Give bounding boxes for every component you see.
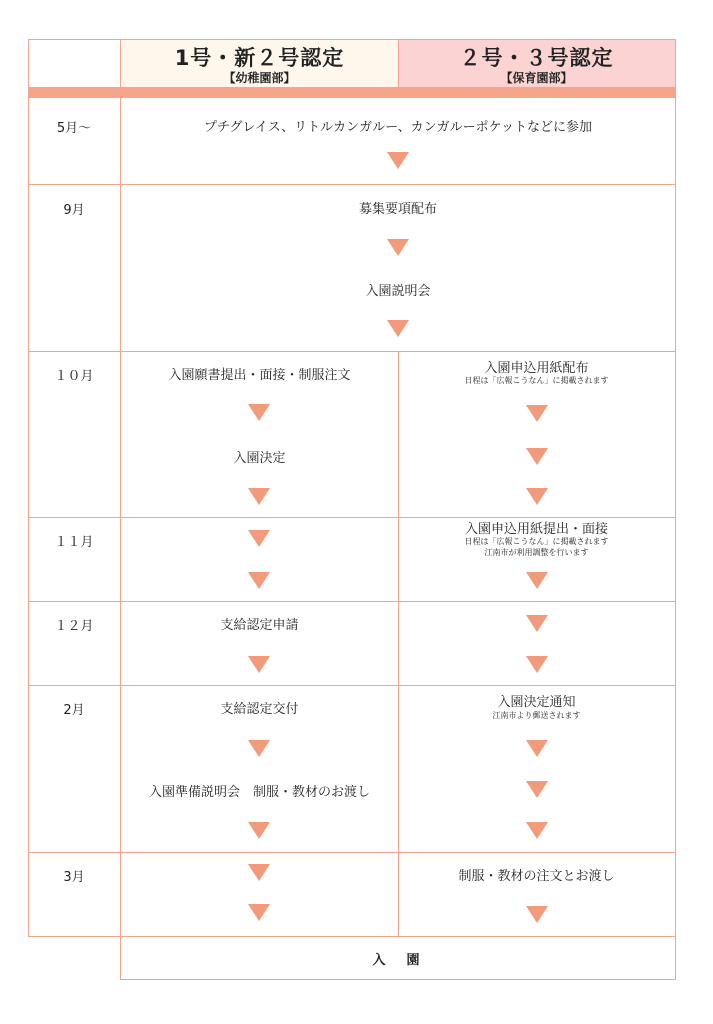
month-september: 9月 [63,203,85,218]
month-october: １０月 [54,369,94,384]
down-arrow-icon [526,781,548,798]
feb-benefit-certification-issued: 支給認定交付 [220,702,299,717]
down-arrow-icon [248,572,270,589]
month-december: １２月 [54,619,94,634]
down-arrow-icon [387,152,409,169]
down-arrow-icon [248,740,270,757]
header-col2-title: ２号・３号認定 [459,46,614,70]
down-arrow-icon [248,488,270,505]
header-col2 [398,40,675,86]
down-arrow-icon [526,448,548,465]
down-arrow-icon [387,239,409,256]
dec-benefit-certification-application: 支給認定申請 [220,618,299,633]
down-arrow-icon [248,904,270,921]
oct-schedule-note: 日程は「広報こうなん」に掲載されます [464,376,609,385]
oct-application-submission: 入園願書提出・面接・制服注文 [168,368,351,383]
header-col1 [121,40,398,86]
header-col2-subtitle: 【保育園部】 [500,71,573,85]
down-arrow-icon [526,488,548,505]
oct-application-form-distribution: 入園申込用紙配布 [484,361,589,376]
feb-preparation-briefing: 入園準備説明会 制服・教材のお渡し [148,785,370,800]
down-arrow-icon [248,656,270,673]
down-arrow-icon [526,615,548,632]
may-activity: プチグレイス、リトルカンガルー、カンガルーポケットなどに参加 [204,120,592,135]
oct-admission-decision: 入園決定 [233,451,286,466]
down-arrow-icon [248,822,270,839]
nov-schedule-note: 日程は「広報こうなん」に掲載されます [464,537,609,546]
sep-admission-briefing: 入園説明会 [365,284,431,299]
header-col1-title: 1号・新２号認定 [174,46,345,70]
header-col1-subtitle: 【幼稚園部】 [223,71,296,85]
sep-recruitment-guide: 募集要項配布 [358,202,437,217]
enrollment-label: 入 園 [372,953,424,968]
down-arrow-icon [526,405,548,422]
down-arrow-icon [526,906,548,923]
month-november: １１月 [54,535,94,550]
down-arrow-icon [248,404,270,421]
month-may: 5月～ [56,121,92,136]
down-arrow-icon [526,572,548,589]
down-arrow-icon [526,656,548,673]
down-arrow-icon [248,530,270,547]
down-arrow-icon [526,822,548,839]
down-arrow-icon [526,740,548,757]
down-arrow-icon [248,864,270,881]
down-arrow-icon [387,320,409,337]
nov-adjustment-note: 江南市が利用調整を行います [484,548,589,557]
feb-admission-decision-notice: 入園決定通知 [497,695,576,710]
month-february: 2月 [63,703,85,718]
header-band [28,87,676,98]
nov-application-submission-interview: 入園申込用紙提出・面接 [464,522,608,537]
feb-mailing-note: 江南市より郵送されます [492,711,581,720]
mar-uniform-order-handover: 制服・教材の注文とお渡し [458,869,615,884]
month-march: 3月 [63,870,85,885]
